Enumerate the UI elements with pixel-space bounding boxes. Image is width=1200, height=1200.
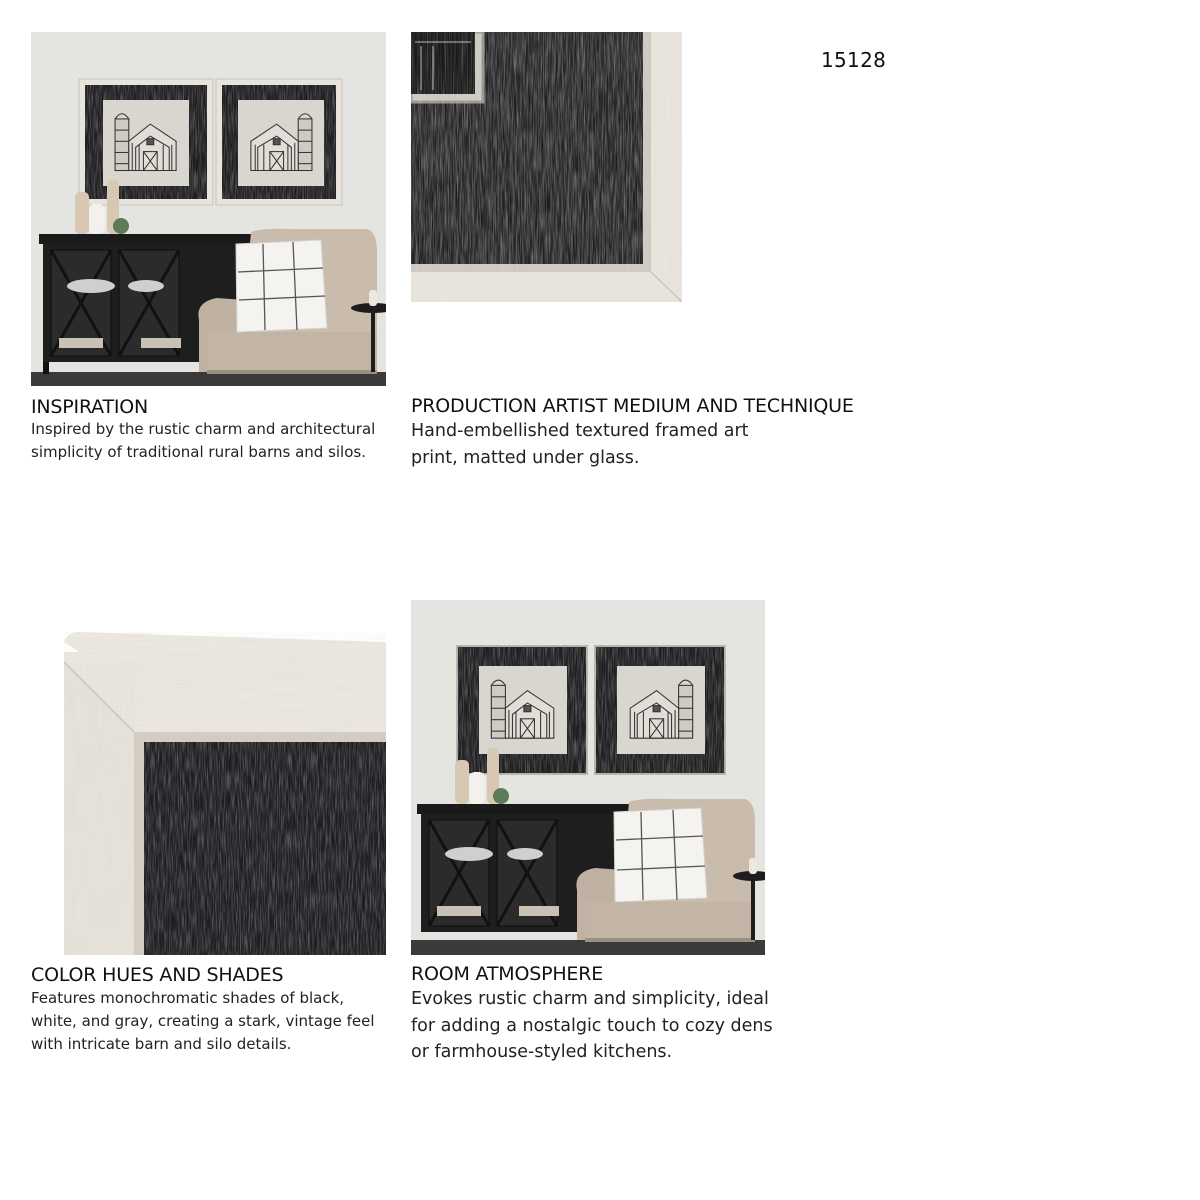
- production-text: Hand-embellished textured framed art print, matted under glass.: [411, 421, 749, 468]
- room-scene-photo: [31, 32, 386, 386]
- production-heading: PRODUCTION ARTIST MEDIUM AND TECHNIQUE: [411, 395, 854, 417]
- inspiration-text: Inspired by the rustic charm and architectural simplicity of traditional rural barns and silos.: [31, 420, 376, 461]
- color-heading: COLOR HUES AND SHADES: [31, 964, 284, 986]
- inspiration-heading: INSPIRATION: [31, 396, 149, 418]
- frame-texture-closeup-photo: [64, 632, 386, 955]
- room-heading: ROOM ATMOSPHERE: [411, 963, 604, 985]
- color-text: Features monochromatic shades of black, white, and gray, creating a stark, vintage feel with intricate barn and silo details.: [31, 989, 375, 1053]
- product-number: 15128: [821, 48, 887, 72]
- room-atmosphere-photo: [411, 600, 765, 955]
- frame-corner-closeup-photo: [411, 32, 682, 302]
- room-text: Evokes rustic charm and simplicity, ideal for adding a nostalgic touch to cozy dens or farmhouse-styled kitchens.: [411, 989, 773, 1062]
